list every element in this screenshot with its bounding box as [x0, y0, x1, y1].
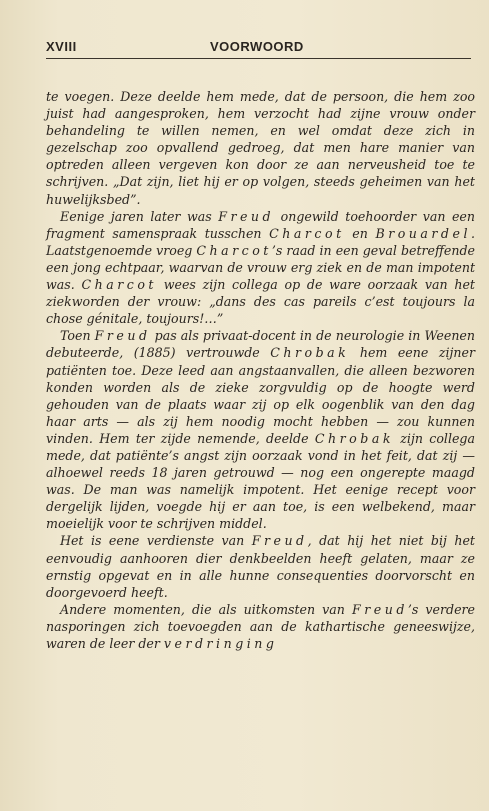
body-text [46, 88, 475, 652]
text-run: pas als privaat-docent in de neurologie in Weenen debuteerde, (1885) vertrouwde [46, 328, 475, 361]
text-run: , dat hij het niet bij het eenvoudig aanhooren dier denkbeelden heeft gelaten, maar ze ernstig opgevat en in alle hunne consequenties doorvorscht en doorgevoerd heeft. [46, 533, 475, 600]
spaced-name: Chrobak [270, 345, 350, 361]
spaced-name: Freud [218, 208, 275, 224]
paragraph [46, 327, 475, 532]
spaced-name: Freud [352, 601, 408, 617]
text-run: Toen [60, 328, 95, 344]
paragraph [46, 601, 475, 652]
text-run: wees zijn collega op de ware oorzaak van het ziekworden der vrouw: „dans des cas pareils c’est toujours la chose génitale, toujours!…” [46, 277, 475, 327]
paragraph [46, 532, 475, 600]
text-run: Het is eene verdienste van [60, 533, 252, 549]
text-run: hem eene zijner patiënten toe. Deze leed aan angstaanvallen, die alleen bezworen konden worden als de zieke zorgvuldig op de hoogte werd gehouden van de plaats waar zij op elk oogenblik van den dag haar arts — als zij hem noodig mocht hebben — zou kunnen vinden. Hem ter zijde nemende, deelde [46, 345, 475, 446]
spaced-name: verdringing [163, 636, 278, 651]
running-header [46, 38, 471, 59]
spaced-name: Charcot [196, 242, 272, 258]
text-run: . Laatstgenoemde vroeg [46, 225, 475, 258]
paragraph [46, 208, 475, 328]
spaced-name: Chrobak [314, 430, 394, 446]
text-run: Eenige jaren later was [60, 208, 219, 224]
running-title: VOORWOORD [210, 39, 304, 54]
page-number: XVIII [46, 39, 77, 54]
text-run: en [344, 225, 376, 241]
text-run: ’s verdere nasporingen zich toevoegden aan de kathartische geneeswijze, waren de leer der [46, 601, 476, 651]
text-run: Andere momenten, die als uitkomsten van [60, 601, 352, 617]
spaced-name: Freud [94, 328, 151, 344]
spaced-name: Brouardel [375, 225, 471, 241]
text-run: ’s raad in een geval betreffende een jong echtpaar, waarvan de vrouw erg ziek en de man impotent was. [46, 242, 475, 293]
text-run: te voegen. Deze deelde hem mede, dat de persoon, die hem zoo juist had aangesproken, hem verzocht had zijne vrouw onder behandeling te willen nemen, en wel omdat deze zich in gezelschap zoo opvallend gedroeg, dat men hare manier van optreden alleen vergeven kon door ze aan nerveusheid toe te schrijven. „Dat zijn, liet hij er op volgen, steeds geheimen van het huwelijksbed”. [46, 89, 475, 207]
paragraph [46, 88, 475, 208]
spaced-name: Freud [251, 533, 308, 549]
text-run: zijn collega mede, dat patiënte’s angst zijn oorzaak vond in het feit, dat zij — alhoewel reeds 18 jaren getrouwd — nog een ongerepte maagd was. De man was namelijk impotent. Het eenige recept voor dergelijk lijden, voegde hij er aan toe, is een welbekend, maar moeielijk voor te schrijven middel. [46, 430, 476, 532]
spaced-name: Charcot [81, 277, 157, 293]
text-run: ongewild toehoorder van een fragment samenspraak tusschen [46, 208, 475, 241]
spaced-name: Charcot [269, 225, 345, 241]
